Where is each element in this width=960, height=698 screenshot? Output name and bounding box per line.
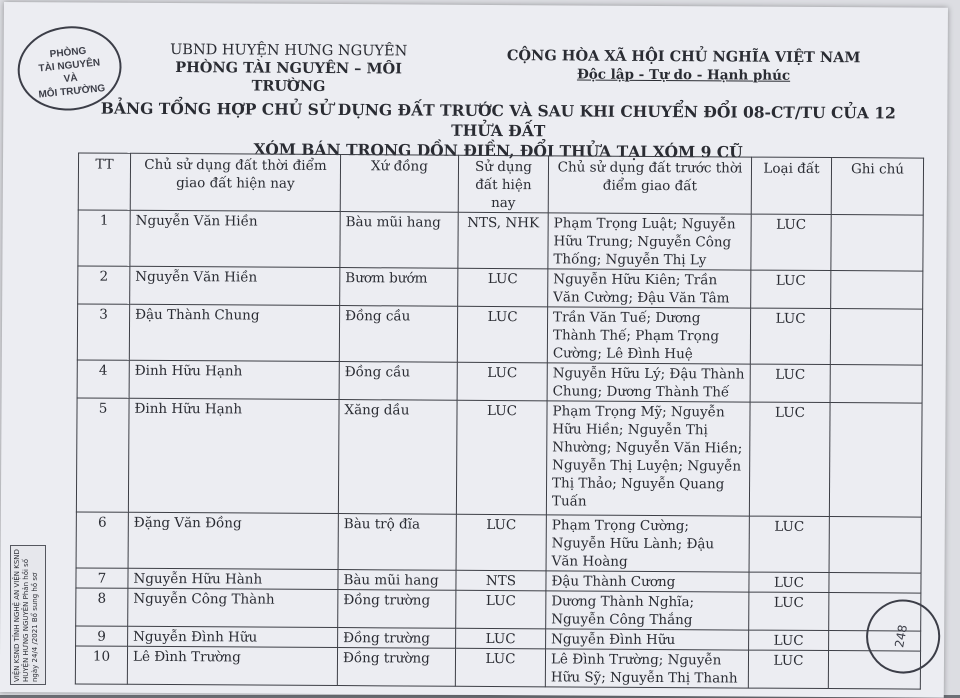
cell-tt: 2 — [78, 266, 130, 304]
national-header — [499, 47, 869, 85]
cell-previous: Nguyễn Hữu Kiên; Trần Văn Cường; Đậu Văn Tâm — [548, 269, 751, 308]
cell-type: LUC — [749, 630, 829, 650]
cell-type: LUC — [749, 592, 829, 630]
cell-use: LUC — [457, 362, 547, 401]
issuer-header — [138, 41, 438, 97]
cell-previous: Trần Văn Tuế; Dương Thành Thế; Phạm Trọng Cường; Lê Đình Huệ — [547, 307, 750, 364]
cell-tt: 5 — [76, 398, 129, 512]
cell-field: Đồng cầu — [339, 306, 457, 363]
cell-use: LUC — [457, 306, 547, 363]
cell-owner: Đinh Hữu Hạnh — [128, 398, 339, 513]
header-land-type: Loại đất — [751, 157, 831, 214]
cell-field: Đồng cầu — [339, 362, 457, 401]
cell-use: LUC — [455, 648, 545, 687]
seal-line: PHÒNG — [49, 45, 87, 61]
seal-line: MÔI TRƯỜNG — [38, 83, 106, 101]
national-slogan: Độc lập - Tự do - Hạnh phúc — [576, 66, 791, 84]
cell-previous: Phạm Trọng Cường; Nguyễn Hữu Lành; Đậu Văn Hoàng — [546, 515, 749, 572]
title-line-2: XÓM BÁN TRONG DỒN ĐIỀN, ĐỔI THỬA TẠI XÓM 9 CŨ — [253, 139, 743, 162]
cell-owner: Đậu Thành Chung — [129, 304, 339, 361]
cell-tt: 1 — [78, 210, 130, 266]
table-row — [78, 210, 923, 271]
cell-previous: Phạm Trọng Mỹ; Nguyễn Hữu Hiền; Nguyễn Thị Nhường; Nguyễn Văn Hiền; Nguyễn Thị Luyện; Nguyễn Thị Thảo; Nguyễn Quang Tuấn — [546, 401, 750, 516]
cell-field: Đồng trường — [338, 590, 456, 629]
seal-line: VÀ — [63, 72, 79, 86]
cell-field: Bươm bướm — [340, 268, 458, 307]
cell-field: Bàu mũi hang — [340, 212, 458, 269]
cell-use: LUC — [458, 268, 548, 307]
cell-use: LUC — [456, 400, 547, 515]
header-previous-owner: Chủ sử dụng đất trước thời điểm giao đất — [548, 156, 751, 214]
table-row — [76, 588, 921, 631]
cell-use: NTS — [456, 570, 546, 591]
cell-field: Bàu trộ đĩa — [338, 514, 456, 571]
cell-use: LUC — [456, 514, 546, 571]
header-tt: TT — [78, 153, 130, 210]
header-current-use: Sử dụng đất hiện nay — [458, 155, 548, 213]
cell-previous: Nguyễn Đình Hữu — [546, 629, 749, 650]
cell-owner: Lê Đình Trường — [127, 646, 337, 685]
cell-type: LUC — [749, 516, 829, 572]
cell-previous: Phạm Trọng Luật; Nguyễn Hữu Trung; Nguyễn Công Thống; Nguyễn Thị Ly — [548, 213, 751, 270]
prosecutor-side-stamp: VIỆN KSND TỈNH NGHỆ AN VIỆN KSND HUYỆN HƯNG NGUYÊN Phản hồi số ngày 24/4 /2021 Bổ sung hồ sơ — [10, 545, 46, 685]
cell-tt: 4 — [77, 360, 129, 398]
cell-tt: 3 — [77, 304, 129, 360]
cell-field: Xăng dầu — [338, 400, 457, 515]
cell-owner: Nguyễn Công Thành — [128, 588, 338, 627]
table-row — [76, 398, 922, 517]
header-current-owner: Chủ sử dụng đất thời điểm giao đất hiện nay — [130, 153, 340, 211]
table-row — [75, 646, 920, 689]
issuer-line-1: UBND HUYỆN HƯNG NGUYÊN — [170, 42, 408, 60]
cell-field: Đồng trường — [337, 648, 455, 687]
cell-type: LUC — [750, 364, 830, 402]
header-field: Xứ đồng — [340, 155, 458, 213]
cell-use: LUC — [456, 590, 546, 629]
table-row — [76, 512, 921, 573]
cell-field: Đồng trường — [338, 628, 456, 649]
national-motto: CỘNG HÒA XÃ HỘI CHỦ NGHĨA VIỆT NAM — [506, 47, 861, 67]
table-row — [77, 304, 922, 365]
cell-previous: Đậu Thành Cương — [546, 571, 749, 592]
table-row — [78, 266, 923, 309]
cell-owner: Nguyễn Văn Hiền — [130, 210, 340, 267]
cell-type: LUC — [751, 270, 831, 308]
cell-owner: Nguyễn Văn Hiền — [130, 266, 340, 305]
cell-tt: 8 — [76, 588, 128, 626]
header-notes: Ghi chú — [831, 158, 923, 216]
cell-previous: Lê Đình Trường; Nguyễn Hữu Sỹ; Nguyễn Thị Thanh — [545, 649, 748, 688]
cell-note — [829, 403, 922, 518]
document-page — [0, 2, 948, 698]
cell-type: LUC — [749, 402, 830, 516]
cell-type: LUC — [750, 308, 830, 364]
cell-owner: Đặng Văn Đồng — [128, 512, 338, 569]
cell-tt: 7 — [76, 568, 128, 588]
title-line-1: BẢNG TỔNG HỢP CHỦ SỬ DỤNG ĐẤT TRƯỚC VÀ SAU KHI CHUYỂN ĐỔI 08-CT/TU CỦA 12 THỬA ĐẤT — [100, 98, 896, 141]
cell-note — [831, 215, 923, 272]
cell-field: Bàu mũi hang — [338, 570, 456, 591]
cell-owner: Nguyễn Hữu Hành — [128, 568, 338, 589]
cell-tt: 9 — [76, 626, 128, 646]
cell-note — [829, 517, 921, 574]
table-row — [77, 360, 922, 403]
cell-note — [830, 309, 922, 366]
cell-tt: 10 — [75, 646, 127, 684]
cell-owner: Nguyễn Đình Hữu — [128, 626, 338, 647]
cell-type: LUC — [751, 214, 831, 270]
seal-line: TÀI NGUYÊN — [38, 57, 101, 75]
cell-owner: Đinh Hữu Hạnh — [129, 360, 339, 399]
cell-note — [831, 271, 923, 310]
cell-previous: Nguyễn Hữu Lý; Đậu Thành Chung; Dương Thành Thế — [547, 363, 750, 402]
land-owner-table — [75, 152, 924, 689]
cell-previous: Dương Thành Nghĩa; Nguyễn Công Thắng — [546, 591, 749, 630]
cell-tt: 6 — [76, 512, 128, 568]
cell-note — [830, 365, 922, 404]
page-stamp: 248 — [860, 593, 946, 679]
cell-note — [829, 573, 921, 594]
issuer-line-2: PHÒNG TÀI NGUYÊN – MÔI TRƯỜNG — [175, 59, 403, 95]
cell-use: LUC — [456, 628, 546, 649]
cell-type: LUC — [748, 650, 828, 688]
table-header-row — [78, 153, 923, 215]
cell-use: NTS, NHK — [458, 212, 548, 269]
cell-type: LUC — [749, 572, 829, 592]
